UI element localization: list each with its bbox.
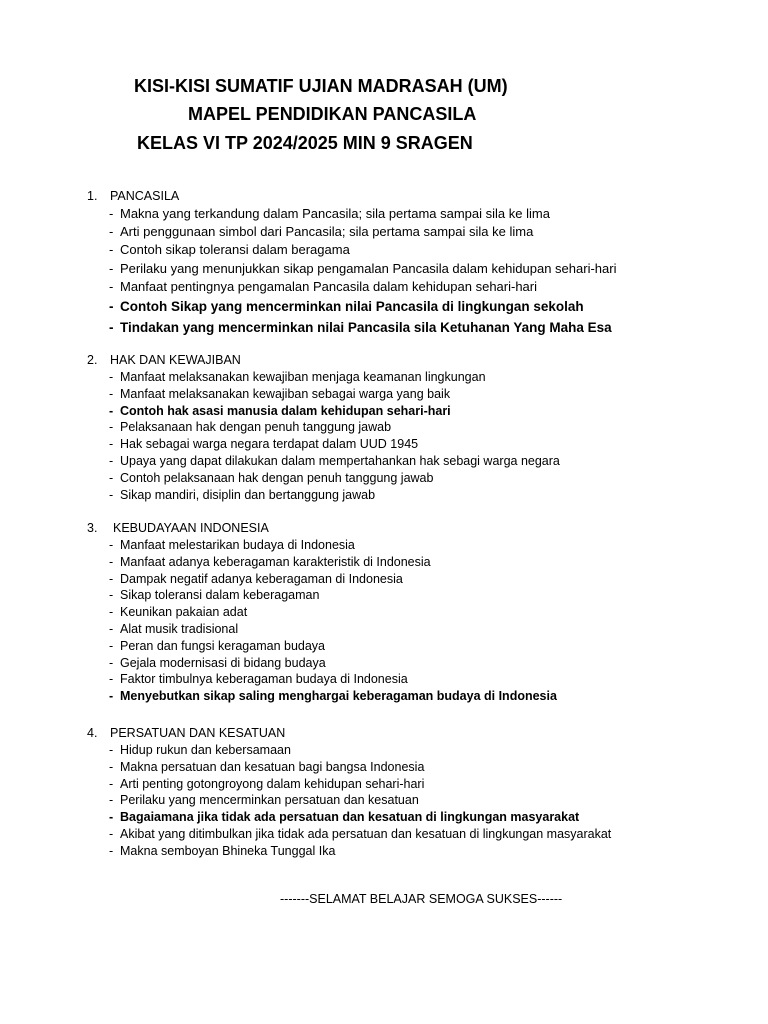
list-item	[0, 688, 768, 705]
list-item	[0, 742, 768, 759]
list-item	[0, 223, 768, 241]
bullet-dash: -	[109, 420, 114, 435]
list-item-text: Contoh pelaksanaan hak dengan penuh tanggung jawab	[120, 470, 434, 485]
list-item-text: Keunikan pakaian adat	[120, 605, 248, 620]
list-item	[0, 604, 768, 621]
bullet-dash: -	[109, 793, 114, 808]
list-item-text: Gejala modernisasi di bidang budaya	[120, 655, 326, 670]
list-item-text: Manfaat melaksanakan kewajiban menjaga keamanan lingkungan	[120, 370, 486, 384]
bullet-dash: -	[109, 403, 114, 418]
section-number: 2.	[87, 353, 98, 367]
list-item	[0, 671, 768, 688]
bullet-dash: -	[109, 621, 114, 636]
list-item-text: Contoh Sikap yang mencerminkan nilai Pancasila di lingkungan sekolah	[120, 298, 584, 314]
section-title: PANCASILA	[110, 189, 180, 203]
bullet-dash: -	[109, 554, 114, 569]
list-item-text: Alat musik tradisional	[120, 621, 239, 636]
list-item-text: Dampak negatif adanya keberagaman di Indonesia	[120, 571, 403, 586]
bullet-dash: -	[109, 224, 114, 240]
section-item-list	[0, 742, 768, 860]
bullet-dash: -	[109, 453, 114, 468]
section-item-list	[0, 369, 768, 503]
list-item-text: Manfaat melaksanakan kewajiban sebagai warga yang baik	[120, 386, 451, 401]
list-item	[0, 537, 768, 554]
list-item	[0, 278, 768, 296]
list-item	[0, 205, 768, 223]
list-item-text: Contoh sikap toleransi dalam beragama	[120, 242, 350, 258]
list-item-text: Makna persatuan dan kesatuan bagi bangsa Indonesia	[120, 759, 425, 774]
section-item-list	[0, 205, 768, 338]
list-item	[0, 554, 768, 571]
list-item	[0, 792, 768, 809]
section-hak-dan-kewajiban	[0, 351, 768, 503]
bullet-dash: -	[109, 605, 114, 620]
list-item-text: Faktor timbulnya keberagaman budaya di Indonesia	[120, 672, 408, 687]
list-item-text: Sikap mandiri, disiplin dan bertanggung jawab	[120, 487, 376, 502]
list-item-text: Akibat yang ditimbulkan jika tidak ada persatuan dan kesatuan di lingkungan masyarakat	[120, 826, 612, 841]
section-heading	[0, 519, 768, 537]
bullet-dash: -	[109, 810, 114, 825]
bullet-dash: -	[109, 843, 114, 858]
list-item	[0, 453, 768, 470]
bullet-dash: -	[109, 538, 114, 552]
list-item-text: Arti penting gotongroyong dalam kehidupan sehari-hari	[120, 776, 425, 791]
bullet-dash: -	[109, 386, 114, 401]
list-item	[0, 241, 768, 259]
bullet-dash: -	[109, 242, 114, 258]
section-kebudayaan-indonesia	[0, 519, 768, 705]
list-item	[0, 386, 768, 403]
list-item	[0, 826, 768, 843]
list-item-text: Upaya yang dapat dilakukan dalam mempertahankan hak sebagi warga negara	[120, 453, 560, 468]
bullet-dash: -	[109, 278, 114, 294]
bullet-dash: -	[109, 298, 114, 314]
list-item	[0, 419, 768, 436]
list-item-text: Hak sebagai warga negara terdapat dalam UUD 1945	[120, 437, 419, 452]
bullet-dash: -	[109, 655, 114, 670]
bullet-dash: -	[109, 206, 114, 221]
bullet-dash: -	[109, 638, 114, 653]
bullet-dash: -	[109, 260, 114, 276]
bullet-dash: -	[109, 437, 114, 452]
bullet-dash: -	[109, 776, 114, 791]
list-item-text: Hidup rukun dan kebersamaan	[120, 743, 291, 757]
list-item	[0, 638, 768, 655]
list-item	[0, 369, 768, 386]
section-heading	[0, 187, 768, 205]
list-item	[0, 296, 768, 317]
list-item	[0, 621, 768, 638]
list-item	[0, 436, 768, 453]
section-heading	[0, 724, 768, 742]
bullet-dash: -	[109, 826, 114, 841]
section-title: HAK DAN KEWAJIBAN	[110, 353, 241, 367]
bullet-dash: -	[109, 571, 114, 586]
section-heading	[0, 351, 768, 369]
list-item	[0, 776, 768, 793]
list-item-text: Manfaat adanya keberagaman karakteristik di Indonesia	[120, 554, 431, 569]
section-pancasila	[0, 187, 768, 338]
list-item	[0, 403, 768, 420]
section-number: 4.	[87, 726, 98, 740]
list-item-text: Peran dan fungsi keragaman budaya	[120, 638, 326, 653]
list-item	[0, 655, 768, 672]
list-item-text: Makna semboyan Bhineka Tunggal Ika	[120, 843, 336, 858]
list-item-text: Perilaku yang menunjukkan sikap pengamalan Pancasila dalam kehidupan sehari-hari	[120, 260, 617, 276]
list-item-text: Bagaiamana jika tidak ada persatuan dan kesatuan di lingkungan masyarakat	[120, 810, 580, 825]
bullet-dash: -	[109, 743, 114, 757]
list-item	[0, 470, 768, 487]
closing-message: -------SELAMAT BELAJAR SEMOGA SUKSES------	[280, 892, 563, 906]
bullet-dash: -	[109, 470, 114, 485]
bullet-dash: -	[109, 759, 114, 774]
list-item-text: Manfaat melestarikan budaya di Indonesia	[120, 538, 355, 552]
list-item	[0, 571, 768, 588]
bullet-dash: -	[109, 588, 114, 603]
list-item	[0, 587, 768, 604]
list-item-text: Tindakan yang mencerminkan nilai Pancasila sila Ketuhanan Yang Maha Esa	[120, 319, 612, 335]
list-item	[0, 759, 768, 776]
list-item	[0, 317, 768, 338]
bullet-dash: -	[109, 689, 114, 704]
document-title-line-3: KELAS VI TP 2024/2025 MIN 9 SRAGEN	[137, 133, 473, 153]
bullet-dash: -	[109, 370, 114, 384]
list-item-text: Manfaat pentingnya pengamalan Pancasila dalam kehidupan sehari-hari	[120, 278, 537, 294]
document-title-line-2: MAPEL PENDIDIKAN PANCASILA	[188, 104, 477, 124]
list-item-text: Perilaku yang mencerminkan persatuan dan kesatuan	[120, 793, 419, 808]
list-item	[0, 260, 768, 278]
section-number: 1.	[87, 189, 98, 203]
section-number: 3.	[87, 521, 98, 535]
section-title: PERSATUAN DAN KESATUAN	[110, 726, 286, 740]
bullet-dash: -	[109, 319, 114, 335]
list-item-text: Contoh hak asasi manusia dalam kehidupan sehari-hari	[120, 403, 451, 418]
list-item-text: Menyebutkan sikap saling menghargai keberagaman budaya di Indonesia	[120, 689, 557, 704]
section-item-list	[0, 537, 768, 705]
section-title: KEBUDAYAAN INDONESIA	[113, 521, 269, 535]
bullet-dash: -	[109, 672, 114, 687]
section-persatuan-dan-kesatuan	[0, 724, 768, 860]
list-item-text: Makna yang terkandung dalam Pancasila; sila pertama sampai sila ke lima	[120, 206, 550, 221]
list-item	[0, 809, 768, 826]
document-title-line-1: KISI-KISI SUMATIF UJIAN MADRASAH (UM)	[134, 76, 508, 96]
bullet-dash: -	[109, 487, 114, 502]
list-item	[0, 487, 768, 504]
list-item-text: Pelaksanaan hak dengan penuh tanggung jawab	[120, 420, 392, 435]
list-item-text: Sikap toleransi dalam keberagaman	[120, 588, 320, 603]
list-item	[0, 843, 768, 860]
list-item-text: Arti penggunaan simbol dari Pancasila; sila pertama sampai sila ke lima	[120, 224, 534, 240]
